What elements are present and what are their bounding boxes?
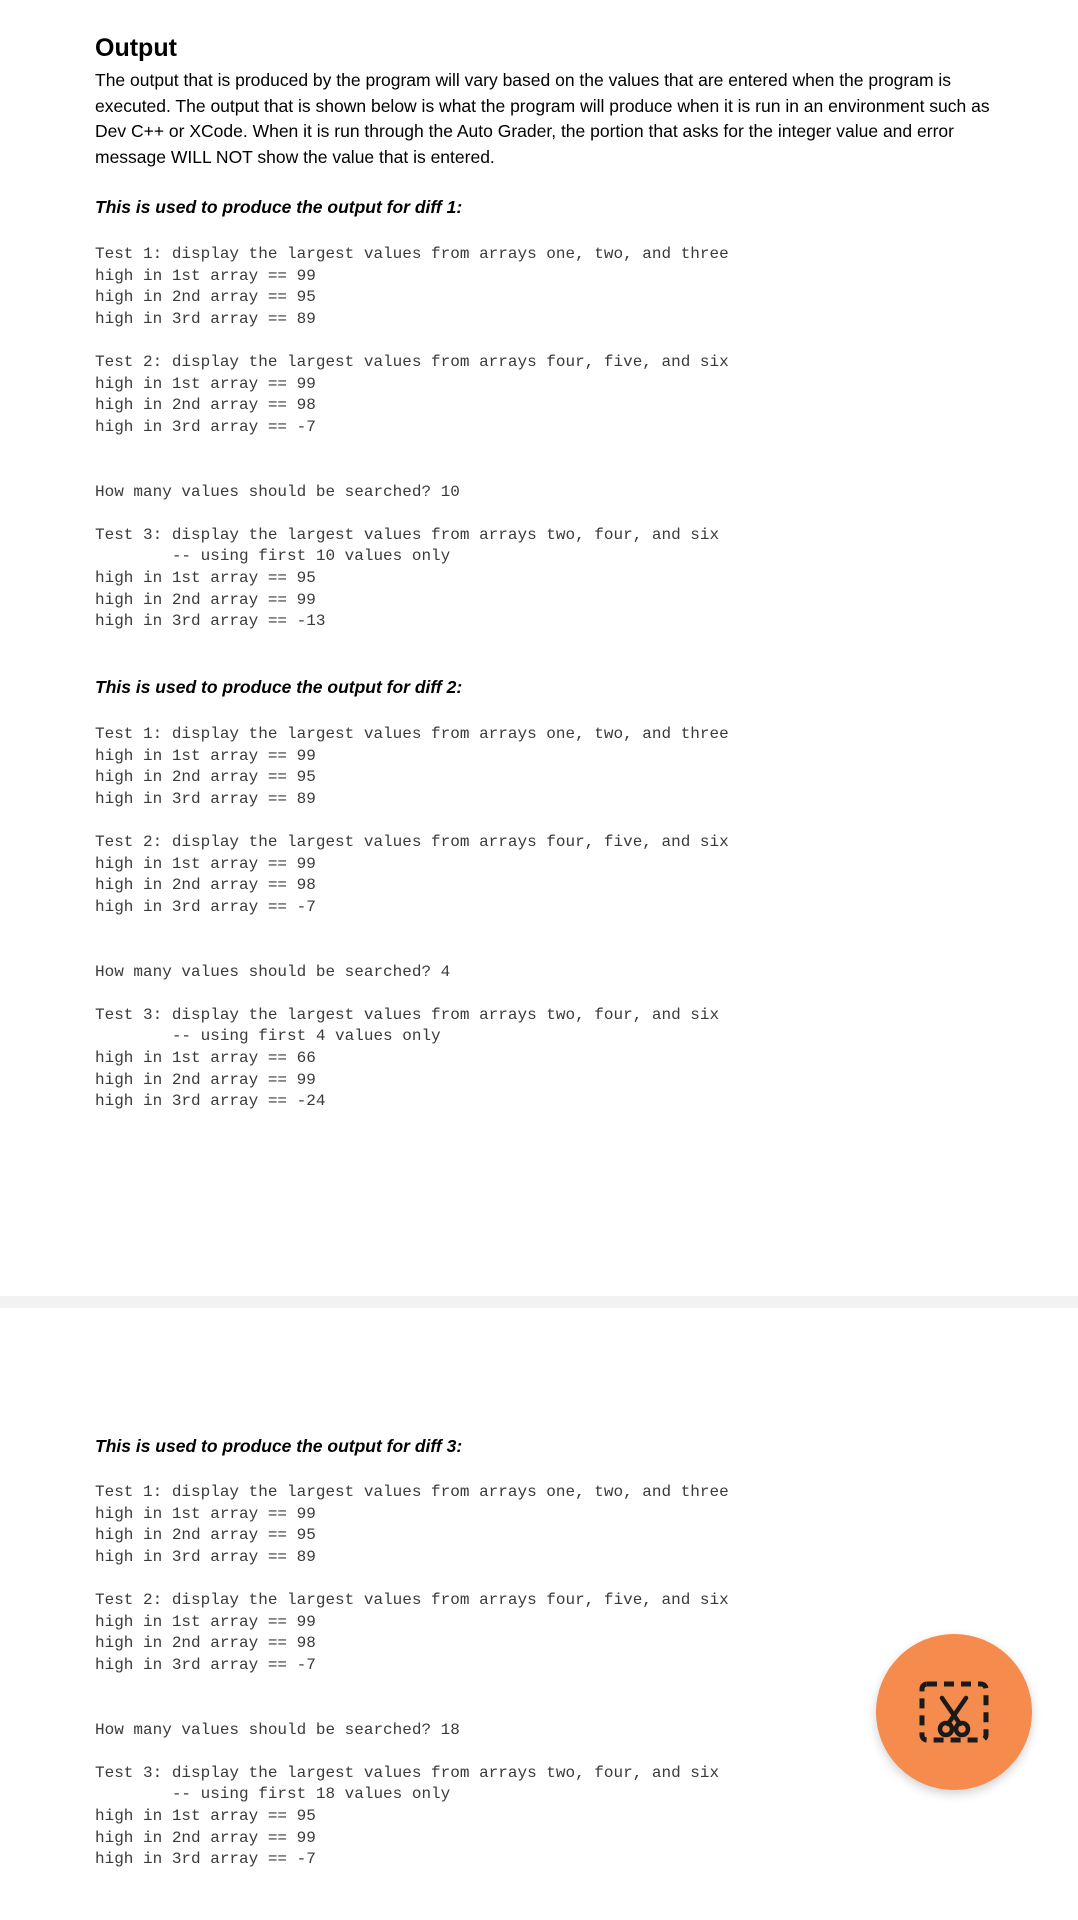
output-line: high in 2nd array == 95 bbox=[95, 1526, 316, 1545]
output-line: high in 2nd array == 98 bbox=[95, 396, 316, 415]
output-line: -- using first 18 values only bbox=[95, 1785, 451, 1804]
output-line: Test 1: display the largest values from arrays one, two, and three bbox=[95, 1483, 729, 1501]
output-line: high in 1st array == 95 bbox=[95, 1806, 316, 1825]
diff-1-heading: This is used to produce the output for diff 1: bbox=[95, 197, 463, 217]
blank-line bbox=[95, 503, 729, 525]
blank-line bbox=[95, 918, 729, 940]
output-line: high in 1st array == 99 bbox=[95, 1612, 316, 1631]
screenshot-scissors-icon bbox=[916, 1674, 992, 1750]
output-line: high in 3rd array == 89 bbox=[95, 309, 316, 328]
screenshot-tool-button[interactable] bbox=[876, 1634, 1032, 1790]
output-line: Test 1: display the largest values from arrays one, two, and three bbox=[95, 725, 729, 743]
output-line: How many values should be searched? 4 bbox=[95, 962, 451, 981]
output-line: high in 1st array == 99 bbox=[95, 746, 316, 765]
blank-line bbox=[95, 983, 729, 1005]
output-line: high in 2nd array == 95 bbox=[95, 288, 316, 307]
blank-line bbox=[95, 1698, 729, 1720]
output-line: high in 3rd array == -24 bbox=[95, 1092, 326, 1111]
output-line: Test 2: display the largest values from arrays four, five, and six bbox=[95, 352, 729, 371]
output-line: high in 2nd array == 99 bbox=[95, 1070, 316, 1089]
output-line: high in 3rd array == -7 bbox=[95, 417, 316, 436]
output-line: high in 3rd array == 89 bbox=[95, 1547, 316, 1566]
output-line: high in 1st array == 99 bbox=[95, 854, 316, 873]
intro-paragraph: The output that is produced by the program will vary based on the values that are entered when the program is executed. The output that is shown below is what the program will produce when it is run in an environment such as Dev C++ or XCode. When it is run through the Auto Grader, the portion that asks for the integer value and error message WILL NOT show the value that is entered. bbox=[95, 70, 990, 167]
output-line: high in 1st array == 99 bbox=[95, 1504, 316, 1523]
output-line: high in 3rd array == 89 bbox=[95, 789, 316, 808]
blank-line bbox=[95, 940, 729, 962]
output-line: How many values should be searched? 18 bbox=[95, 1720, 460, 1739]
blank-line bbox=[95, 460, 729, 482]
blank-line bbox=[95, 1568, 729, 1590]
output-line: high in 3rd array == -7 bbox=[95, 897, 316, 916]
output-line: high in 1st array == 99 bbox=[95, 266, 316, 285]
output-line: high in 2nd array == 98 bbox=[95, 876, 316, 895]
output-line: high in 3rd array == -7 bbox=[95, 1850, 316, 1869]
blank-line bbox=[95, 438, 729, 460]
output-line: Test 3: display the largest values from arrays two, four, and six bbox=[95, 1005, 720, 1024]
output-line: How many values should be searched? 10 bbox=[95, 482, 460, 501]
page-title: Output bbox=[95, 34, 177, 62]
diff-3-output bbox=[95, 1482, 729, 1871]
output-line: high in 2nd array == 98 bbox=[95, 1634, 316, 1653]
diff-1-output bbox=[95, 244, 729, 633]
output-line: Test 3: display the largest values from arrays two, four, and six bbox=[95, 1763, 720, 1782]
diff-3-heading: This is used to produce the output for diff 3: bbox=[95, 1436, 463, 1456]
output-line: high in 3rd array == -7 bbox=[95, 1655, 316, 1674]
blank-line bbox=[95, 810, 729, 832]
output-line: -- using first 10 values only bbox=[95, 547, 451, 566]
output-line: Test 2: display the largest values from arrays four, five, and six bbox=[95, 832, 729, 851]
output-line: high in 2nd array == 95 bbox=[95, 768, 316, 787]
output-line: high in 2nd array == 99 bbox=[95, 1828, 316, 1847]
output-line: Test 2: display the largest values from arrays four, five, and six bbox=[95, 1590, 729, 1609]
output-line: high in 3rd array == -13 bbox=[95, 612, 326, 631]
output-line: Test 3: display the largest values from arrays two, four, and six bbox=[95, 525, 720, 544]
diff-2-heading: This is used to produce the output for diff 2: bbox=[95, 677, 463, 697]
blank-line bbox=[95, 1676, 729, 1698]
page-separator bbox=[0, 1296, 1078, 1308]
output-line: high in 1st array == 95 bbox=[95, 568, 316, 587]
blank-line bbox=[95, 1741, 729, 1763]
output-line: high in 1st array == 99 bbox=[95, 374, 316, 393]
output-line: high in 1st array == 66 bbox=[95, 1048, 316, 1067]
output-line: Test 1: display the largest values from arrays one, two, and three bbox=[95, 245, 729, 263]
output-line: -- using first 4 values only bbox=[95, 1027, 441, 1046]
diff-2-output bbox=[95, 724, 729, 1113]
output-line: high in 2nd array == 99 bbox=[95, 590, 316, 609]
blank-line bbox=[95, 330, 729, 352]
